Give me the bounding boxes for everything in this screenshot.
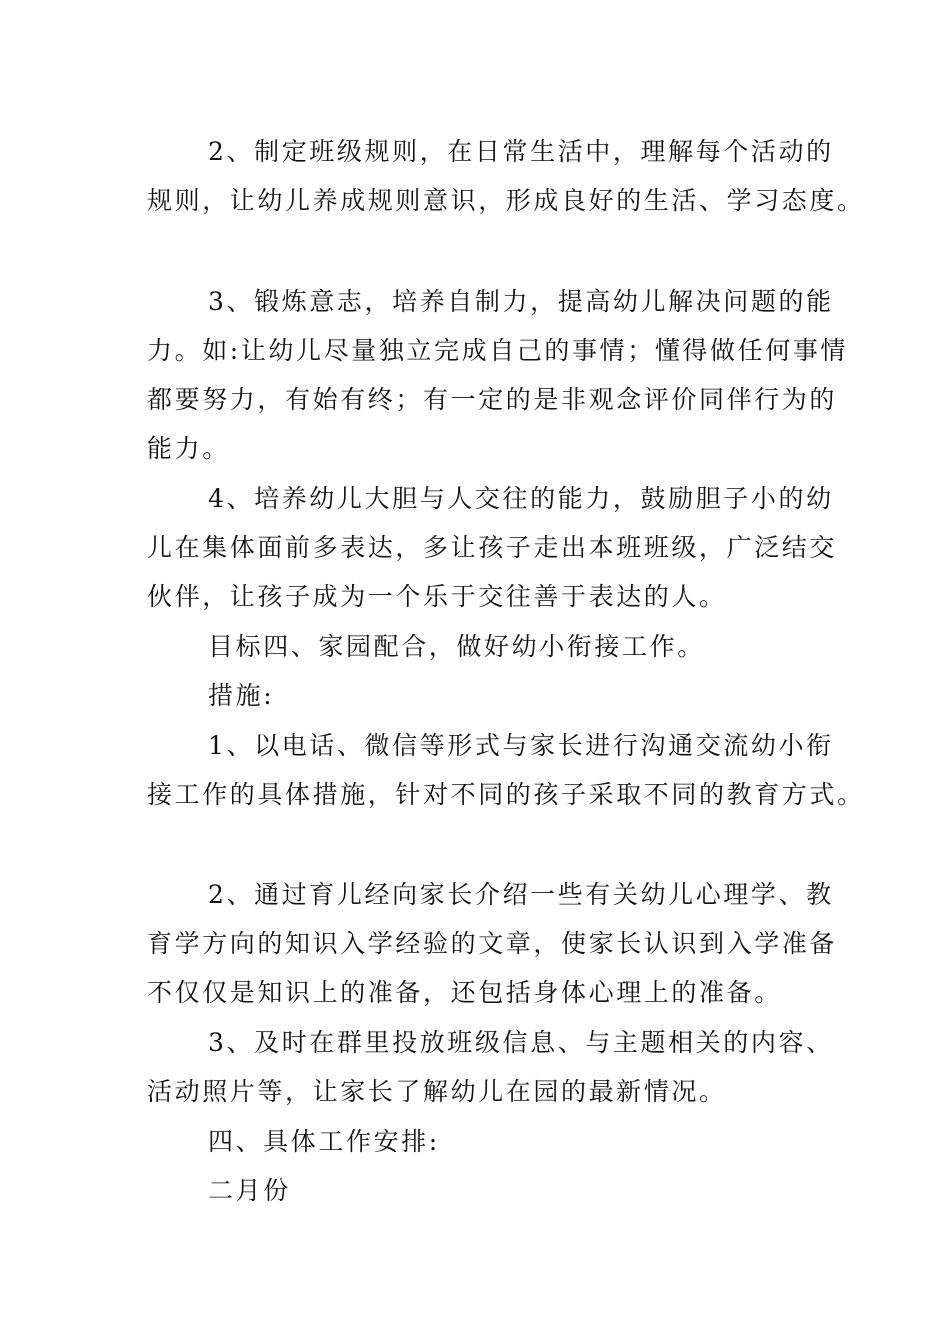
paragraph-line: 伙伴，让孩子成为一个乐于交往善于表达的人。 [147,582,727,611]
section-label: 措施: [208,681,275,710]
paragraph-line: 能力。 [147,434,230,463]
paragraph-line: 接工作的具体措施，针对不同的孩子采取不同的教育方式。 [147,780,865,809]
paragraph-line: 2、制定班级规则，在日常生活中，理解每个活动的 [208,137,834,166]
paragraph-line: 儿在集体面前多表达，多让孩子走出本班班级，广泛结交 [147,533,838,562]
paragraph-line: 活动照片等，让家长了解幼儿在园的最新情况。 [147,1077,727,1106]
paragraph-line: 不仅仅是知识上的准备，还包括身体心理上的准备。 [147,978,782,1007]
paragraph-line: 2、通过育儿经向家长介绍一些有关幼儿心理学、教 [208,880,834,909]
section-label: 二月份 [208,1176,291,1205]
paragraph-line: 1、以电话、微信等形式与家长进行沟通交流幼小衔 [208,731,834,760]
paragraph-line: 育学方向的知识入学经验的文章，使家长认识到入学准备 [147,929,838,958]
paragraph-line: 4、培养幼儿大胆与人交往的能力，鼓励胆子小的幼 [208,484,834,513]
paragraph-line: 3、锻炼意志，培养自制力，提高幼儿解决问题的能 [208,287,834,316]
paragraph-line: 规则，让幼儿养成规则意识，形成良好的生活、学习态度。 [147,186,865,215]
section-heading: 四、具体工作安排: [208,1127,440,1156]
paragraph-line: 都要努力，有始有终；有一定的是非观念评价同伴行为的 [147,385,838,414]
paragraph-line: 3、及时在群里投放班级信息、与主题相关的内容、 [208,1028,834,1057]
paragraph-line: 力。如:让幼儿尽量独立完成自己的事情；懂得做任何事情 [147,336,849,365]
section-heading: 目标四、家园配合，做好幼小衔接工作。 [208,632,705,661]
